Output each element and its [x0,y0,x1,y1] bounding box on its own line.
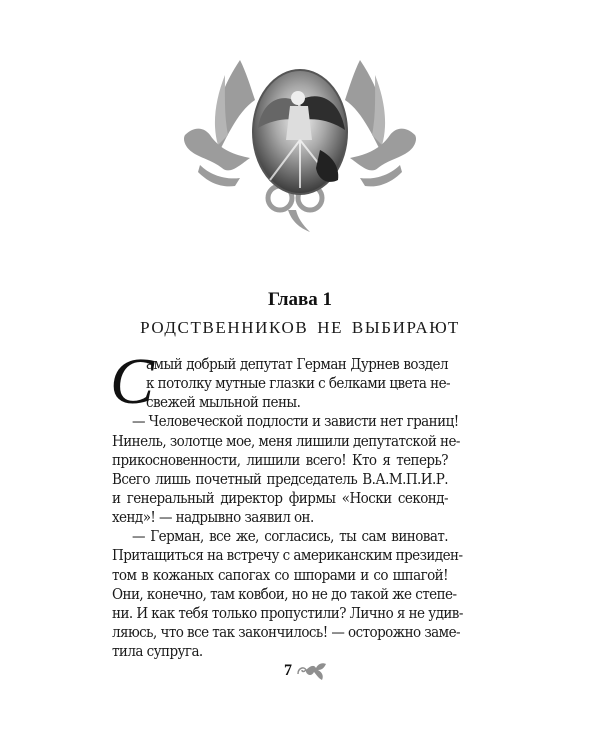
text-line: тила супруга. [112,642,203,661]
text-line: ни. И как тебя только пропустили? Лично я не удив- [112,603,463,622]
chapter-title: РОДСТВЕННИКОВ НЕ ВЫБИРАЮТ [140,318,460,337]
text-line: Притащиться на встречу с американским президен- [112,546,463,565]
dragon-vignette-icon [180,40,420,240]
drop-cap: С [110,345,155,418]
chapter-number: Глава 1 [267,289,333,310]
text-line: том в кожаных сапогах со шпорами и со шпагой! [112,565,448,584]
text-line: прикосновенности, лишили всего! Кто я теперь? [112,450,448,469]
text-line: ляюсь, что все так закончилось! — осторожно заме- [112,622,461,641]
text-line: Они, конечно, там ковбои, но не до такой же степе- [112,584,457,603]
text-line: и генеральный директор фирмы «Носки секонд- [112,488,448,507]
text-line: свежей мыльной пены. [146,393,301,412]
page-number: 7 [284,662,292,679]
text-line: амый добрый депутат Герман Дурнев воздел [146,355,448,373]
text-line: Всего лишь почетный председатель В.А.М.П.И.Р. [112,469,448,488]
floral-flourish-icon [296,660,328,682]
text-line: Нинель, золотце мое, меня лишили депутатской не- [112,431,460,450]
text-line: — Герман, все же, согласись, ты сам виноват. [132,527,448,546]
chapter-body-text [110,345,463,661]
text-line: хенд»! — надрывно заявил он. [112,508,314,527]
text-line: к потолку мутные глазки с белками цвета не- [146,374,451,393]
text-line: — Человеческой подлости и зависти нет границ! [132,412,459,431]
